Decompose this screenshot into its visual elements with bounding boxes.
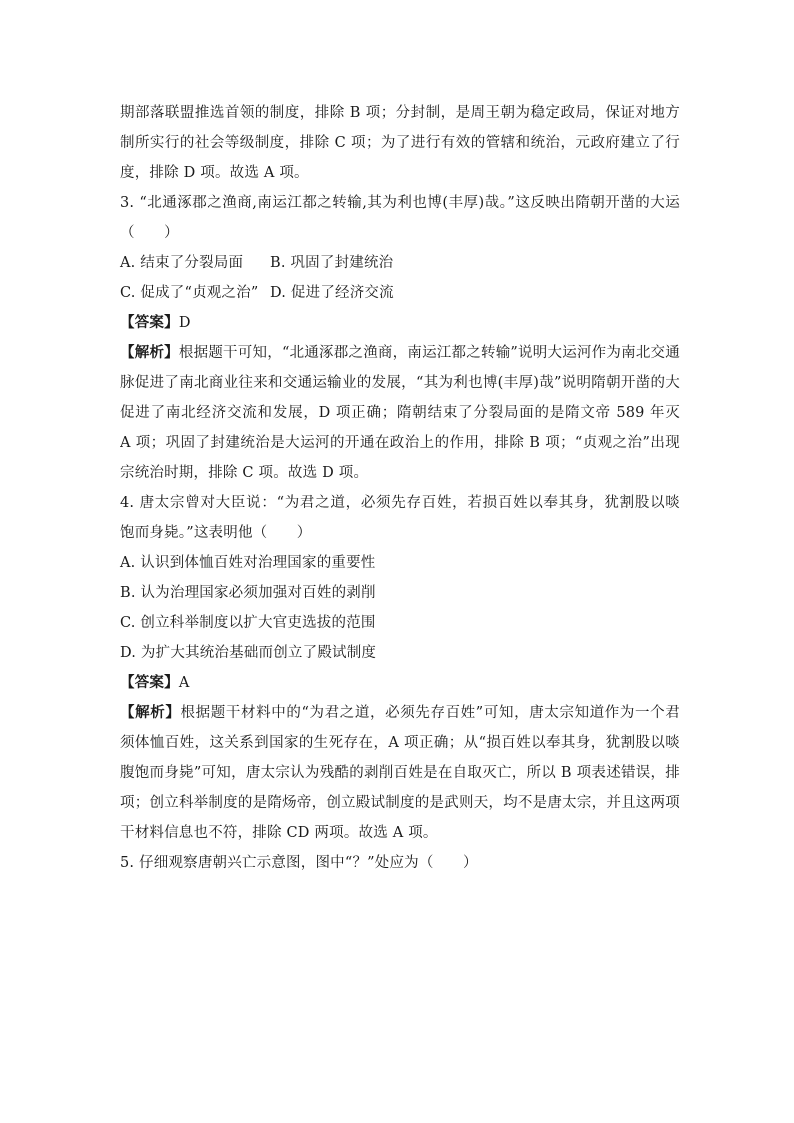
q3-option-c: C. 促成了“贞观之治”	[120, 285, 259, 301]
document-body	[120, 98, 680, 878]
q3-answer	[120, 308, 680, 338]
q4-analysis-line-3: 腹饱而身毙”可知，唐太宗认为残酷的剥削百姓是在自取灭亡，所以 B 项表述错误，排	[120, 765, 680, 781]
q3-answer-label: 【答案】	[120, 314, 179, 331]
q4-stem-line-2: 饱而身毙。”这表明他（ ）	[120, 525, 312, 541]
q4-analysis-line-4: 项；创立科举制度的是隋炀帝，创立殿试制度的是武则天，均不是唐太宗，并且这两项	[120, 795, 680, 811]
q3-stem-line-2: （ ）	[120, 225, 179, 241]
q4-option-b: B. 认为治理国家必须加强对百姓的剥削	[120, 585, 376, 601]
q3-analysis-line-4: A 项；巩固了封建统治是大运河的开通在政治上的作用，排除 B 项；“贞观之治”出现	[120, 435, 680, 451]
q4-analysis-text-1: 根据题干材料中的“为君之道，必须先存百姓”可知，唐太宗知道作为一个君	[180, 705, 680, 721]
q2-analysis-line-2: 制所实行的社会等级制度，排除 C 项；为了进行有效的管辖和统治，元政府建立了行	[120, 135, 680, 151]
q4-analysis-line-5: 干材料信息也不符，排除 CD 两项。故选 A 项。	[120, 825, 438, 841]
q4-option-d: D. 为扩大其统治基础而创立了殿试制度	[120, 645, 377, 661]
q3-options-row-1	[120, 248, 680, 278]
q5-stem-line-1: 5. 仔细观察唐朝兴亡示意图，图中“？”处应为（ ）	[120, 855, 478, 871]
q3-option-b: B. 巩固了封建统治	[270, 255, 394, 271]
q4-answer	[120, 668, 680, 698]
q4-answer-value: A	[178, 675, 190, 691]
q4-stem-line-1: 4. 唐太宗曾对大臣说：“为君之道，必须先存百姓，若损百姓以奉其身，犹割股以啖	[120, 495, 680, 511]
q3-answer-value: D	[178, 315, 191, 331]
q3-analysis-line-5: 宗统治时期，排除 C 项。故选 D 项。	[120, 465, 369, 481]
q3-option-a: A. 结束了分裂局面	[120, 255, 244, 271]
q3-options-row-2	[120, 278, 680, 308]
q2-analysis-line-3: 度，排除 D 项。故选 A 项。	[120, 165, 309, 181]
q3-analysis-text-1: 根据题干可知，“北通涿郡之渔商，南运江都之转输”说明大运河作为南北交通	[178, 345, 680, 361]
q4-option-a: A. 认识到体恤百姓对治理国家的重要性	[120, 555, 376, 571]
q4-analysis-line-1	[120, 698, 680, 728]
q4-analysis-label: 【解析】	[120, 704, 181, 721]
q3-analysis-line-3: 促进了南北经济交流和发展，D 项正确；隋朝结束了分裂局面的是隋文帝 589 年灭	[120, 405, 680, 421]
q2-analysis-line-1: 期部落联盟推选首领的制度，排除 B 项；分封制，是周王朝为稳定政局，保证对地方	[120, 105, 680, 121]
q3-option-d: D. 促进了经济交流	[270, 285, 394, 301]
q3-stem-line-1: 3. “北通涿郡之渔商,南运江都之转输,其为利也博(丰厚)哉。”这反映出隋朝开凿的大运	[120, 195, 680, 211]
q3-analysis-line-1	[120, 338, 680, 368]
q4-answer-label: 【答案】	[120, 674, 179, 691]
q4-option-c: C. 创立科举制度以扩大官吏选拔的范围	[120, 615, 376, 631]
q3-analysis-label: 【解析】	[120, 344, 179, 361]
q3-analysis-line-2: 脉促进了南北商业往来和交通运输业的发展，“其为利也博(丰厚)哉”说明隋朝开凿的大	[120, 375, 680, 391]
q4-analysis-line-2: 须体恤百姓，这关系到国家的生死存在，A 项正确；从“损百姓以奉其身，犹割股以啖	[120, 735, 680, 751]
